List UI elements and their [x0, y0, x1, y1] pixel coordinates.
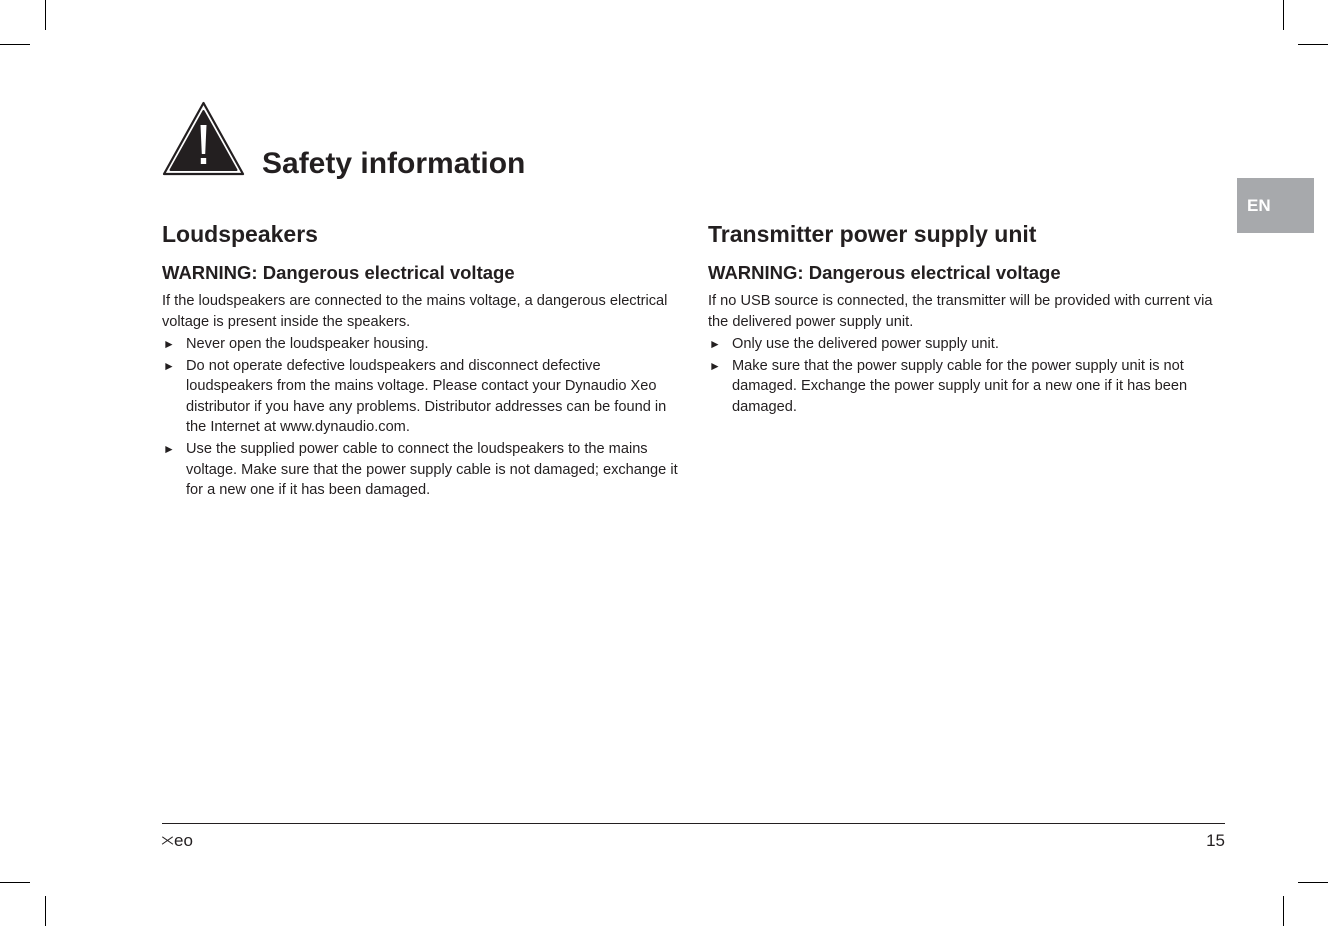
- warning-triangle-icon: [161, 100, 246, 178]
- page-number: 15: [1206, 831, 1225, 850]
- crop-mark: [1283, 0, 1284, 30]
- crop-mark: [45, 0, 46, 30]
- list-item-text: Only use the delivered power supply unit.: [732, 335, 999, 352]
- brand-logo: [162, 830, 193, 852]
- brand-text: eo: [174, 831, 193, 850]
- x-mark-icon: [162, 835, 173, 846]
- page-title: Safety information: [262, 147, 526, 180]
- list-item-text: Do not operate defective loudspeakers and disconnect defective loudspeakers from the mains voltage. Please contact your Dynaudio Xeo distributor if you have any problems. Distributor addresses can be found in the Internet at www.dynaudio.com.: [186, 357, 667, 435]
- list-item: [162, 439, 678, 501]
- bullet-arrow-icon: ►: [163, 336, 175, 351]
- bullet-arrow-icon: ►: [709, 336, 721, 351]
- crop-mark: [1298, 882, 1328, 883]
- list-item: [708, 334, 1232, 355]
- list-item-text: Use the supplied power cable to connect the loudspeakers to the mains voltage. Make sure that the power supply cable is not damaged; exchange it for a new one if it has been damaged.: [186, 441, 678, 498]
- section-title: Transmitter power supply unit: [708, 221, 1037, 247]
- intro-paragraph: If the loudspeakers are connected to the mains voltage, a dangerous electrical voltage is present inside the speakers.: [162, 293, 668, 330]
- bullet-list: [708, 334, 1232, 418]
- list-item: [708, 356, 1232, 418]
- loudspeakers-section: [162, 220, 678, 501]
- intro-paragraph: If no USB source is connected, the transmitter will be provided with current via the delivered power supply unit.: [708, 293, 1213, 330]
- warning-heading: WARNING: Dangerous electrical voltage: [162, 262, 515, 283]
- list-item-text: Make sure that the power supply cable for the power supply unit is not damaged. Exchange the power supply unit for a new one if it has been damaged.: [732, 357, 1188, 415]
- bullet-list: [162, 334, 678, 501]
- section-title: Loudspeakers: [162, 221, 318, 247]
- crop-mark: [1298, 44, 1328, 45]
- list-item-text: Never open the loudspeaker housing.: [186, 335, 429, 352]
- bullet-arrow-icon: ►: [163, 358, 175, 373]
- page-header: [161, 100, 761, 180]
- crop-mark: [45, 896, 46, 926]
- warning-heading: WARNING: Dangerous electrical voltage: [708, 262, 1061, 283]
- transmitter-section: [708, 220, 1232, 417]
- list-item: [162, 334, 678, 355]
- crop-mark: [0, 44, 30, 45]
- bullet-arrow-icon: ►: [709, 358, 721, 373]
- list-item: [162, 356, 678, 438]
- footer-divider: [162, 823, 1225, 824]
- bullet-arrow-icon: ►: [163, 442, 175, 456]
- crop-mark: [0, 882, 30, 883]
- language-tab: EN: [1237, 178, 1314, 233]
- crop-mark: [1283, 896, 1284, 926]
